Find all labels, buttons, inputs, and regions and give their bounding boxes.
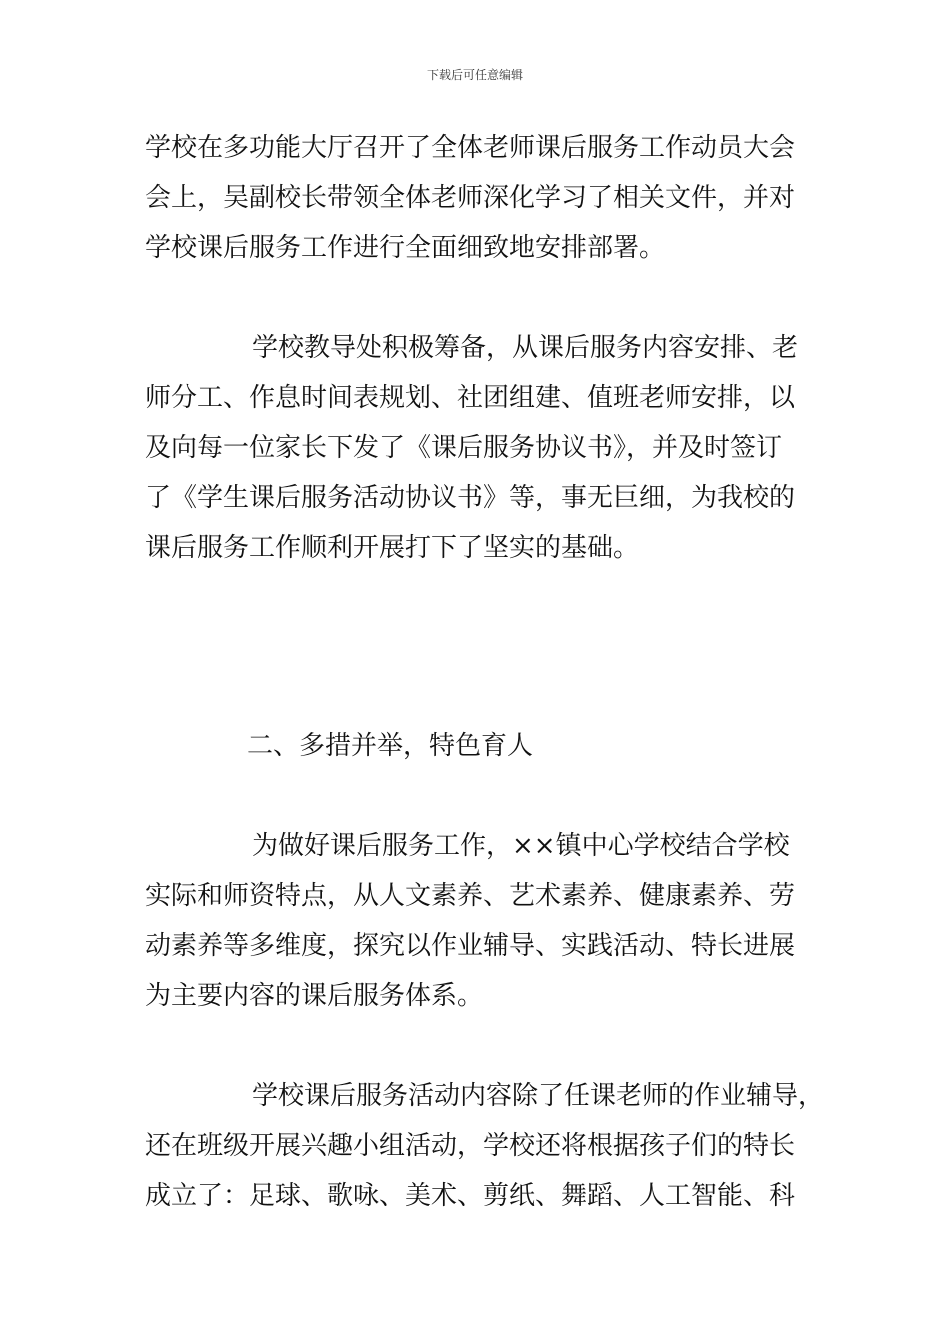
paragraph-line: 及向每一位家长下发了《课后服务协议书》，并及时签订 xyxy=(145,433,783,463)
paragraph-line: 还在班级开展兴趣小组活动，学校还将根据孩子们的特长 xyxy=(145,1131,796,1161)
paragraph-line: 为做好课后服务工作，××镇中心学校结合学校 xyxy=(252,831,790,861)
page-header: 下载后可任意编辑 xyxy=(426,68,523,82)
paragraph-line: 为主要内容的课后服务体系。 xyxy=(145,981,484,1011)
paragraph-line: 学校教导处积极筹备，从课后服务内容安排、老 xyxy=(252,333,799,363)
paragraph-line: 师分工、作息时间表规划、社团组建、值班老师安排，以 xyxy=(145,383,796,413)
paragraph-line: 课后服务工作顺利开展打下了坚实的基础。 xyxy=(145,533,640,563)
paragraph-line: 会上，吴副校长带领全体老师深化学习了相关文件，并对 xyxy=(145,183,796,213)
paragraph-line: 学校课后服务活动内容除了任课老师的作业辅导， xyxy=(252,1081,825,1111)
paragraph-line: 成立了：足球、歌咏、美术、剪纸、舞蹈、人工智能、科 xyxy=(145,1181,796,1211)
paragraph-line: 了《学生课后服务活动协议书》等，事无巨细，为我校的 xyxy=(145,483,796,513)
paragraph-line: 学校在多功能大厅召开了全体老师课后服务工作动员大会 xyxy=(145,133,796,163)
section-heading: 二、多措并举，特色育人 xyxy=(247,731,534,761)
paragraph-line: 实际和师资特点，从人文素养、艺术素养、健康素养、劳 xyxy=(145,881,796,911)
paragraph-line: 动素养等多维度，探究以作业辅导、实践活动、特长进展 xyxy=(145,931,796,961)
paragraph-line: 学校课后服务工作进行全面细致地安排部署。 xyxy=(145,233,666,263)
